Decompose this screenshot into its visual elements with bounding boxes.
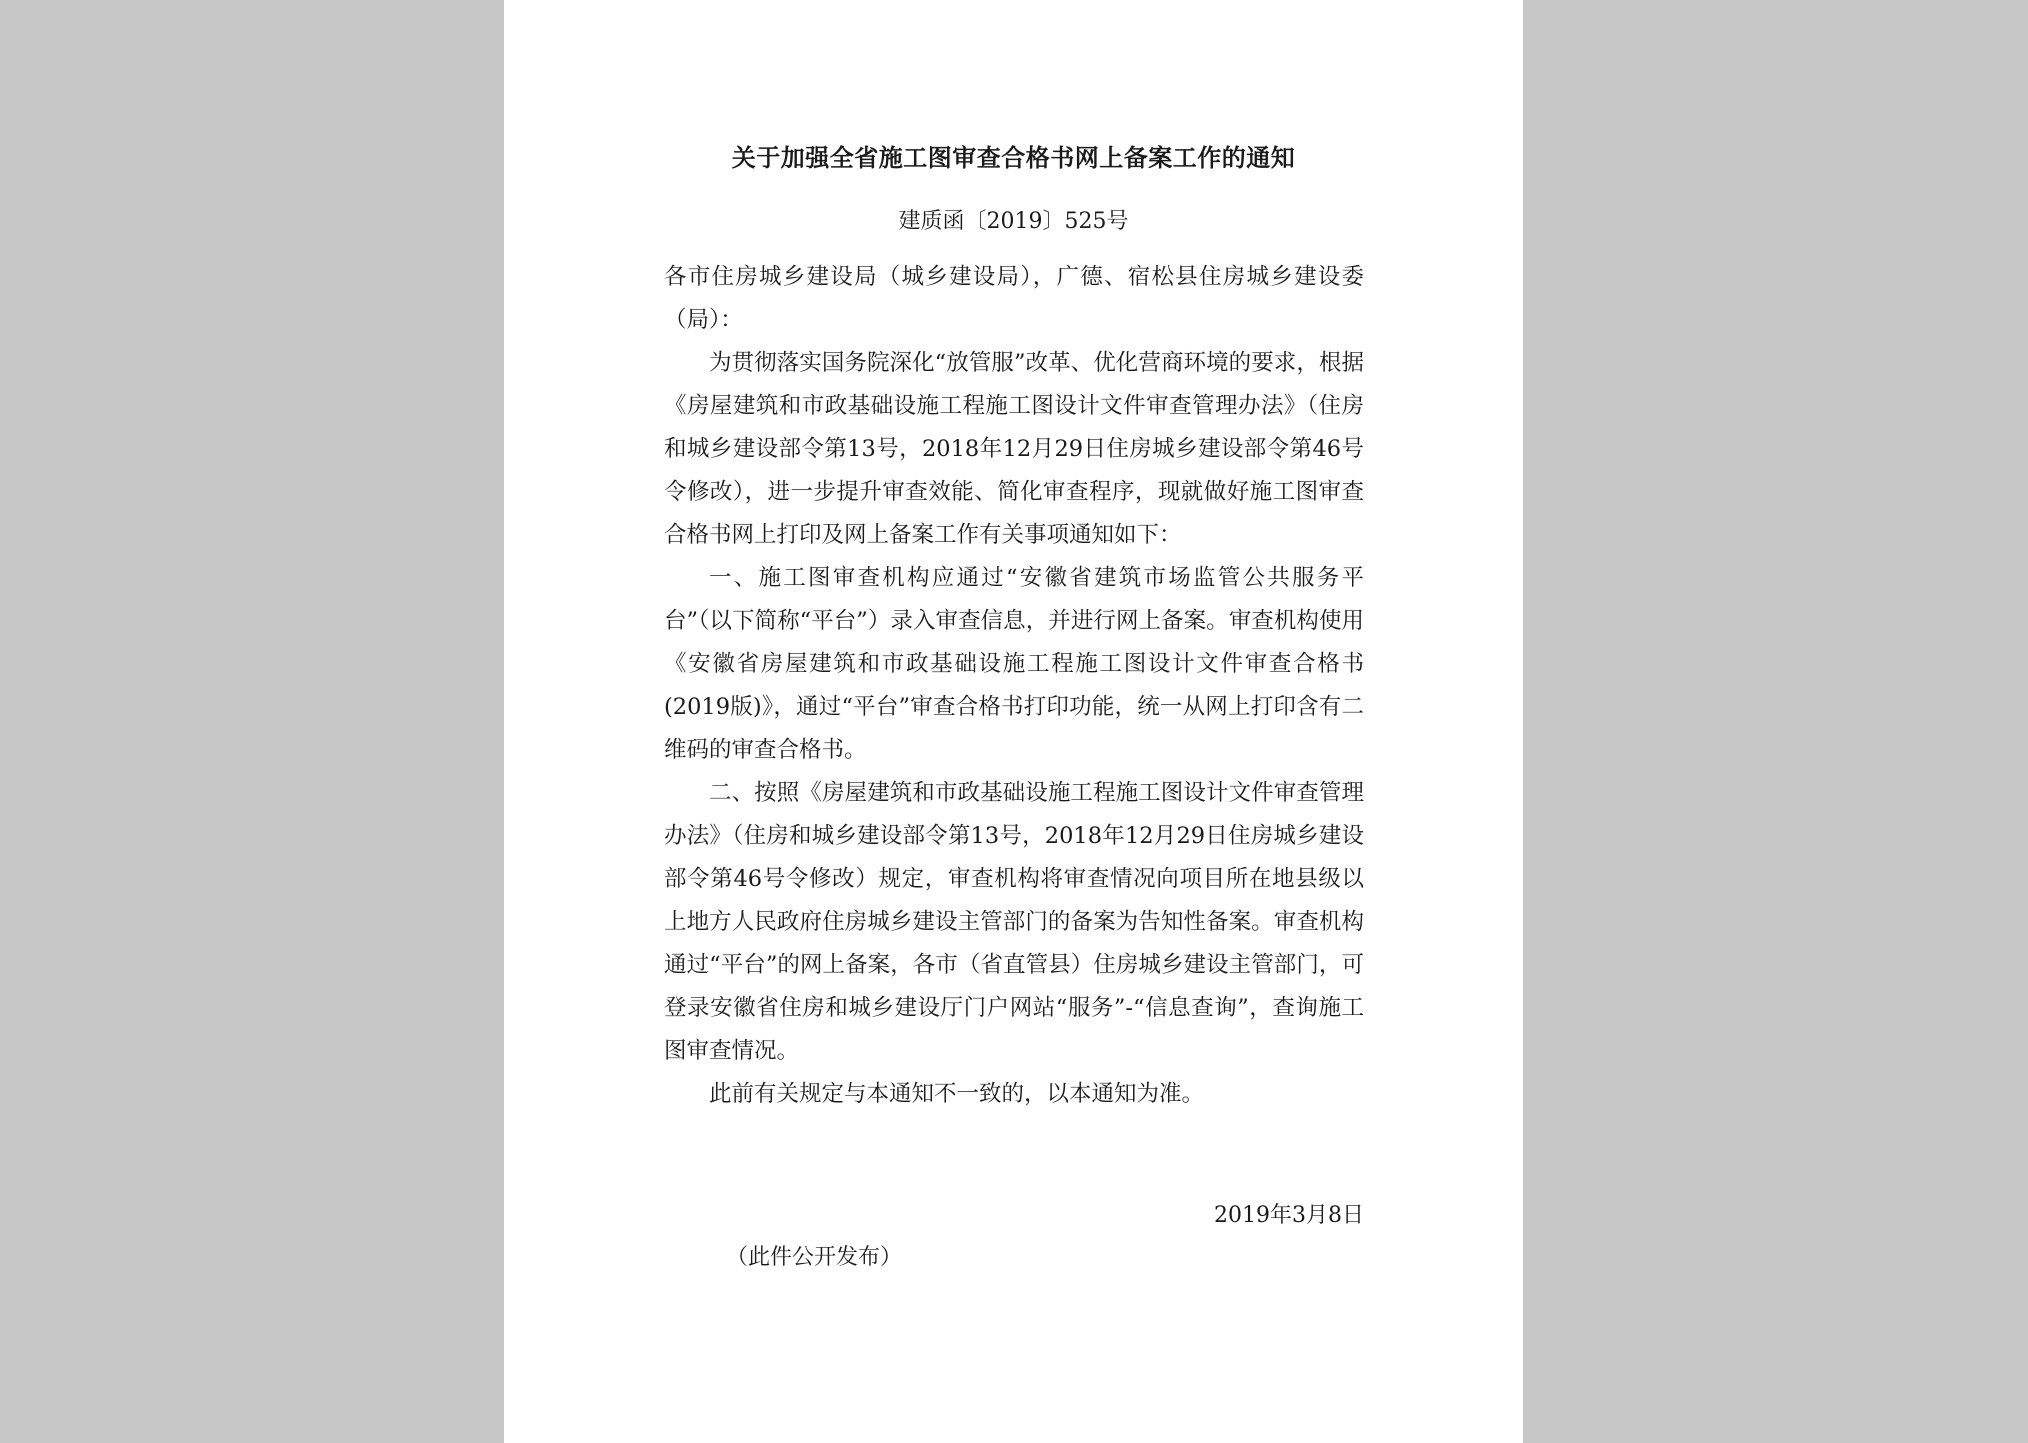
document-title: 关于加强全省施工图审查合格书网上备案工作的通知 [731,143,1296,172]
paragraph-closing: 此前有关规定与本通知不一致的，以本通知为准。 [709,1081,1205,1107]
document-page [504,0,1523,1443]
paragraph-item-two: 二、按照《房屋建筑和市政基础设施工程施工图设计文件审查管理办法》（住房和城乡建设部令第13号，2018年12月29日住房城乡建设部令第46号令修改）规定，审查机构将审查情况向项目所在地县级以上地方人民政府住房城乡建设主管部门的备案为告知性备案。审查机构通过“平台”的网上备案，各市（省直管县）住房城乡建设主管部门，可登录安徽省住房和城乡建设厅门户网站“服务”-“信息查询”，查询施工图审查情况。 [664,780,1364,1064]
publication-note: （此件公开发布） [726,1245,903,1270]
document-body [664,256,1364,1116]
issue-date: 2019年3月8日 [1214,1203,1364,1228]
salutation: 各市住房城乡建设局（城乡建设局），广德、宿松县住房城乡建设委（局）： [664,264,1364,333]
paragraph-intro: 为贯彻落实国务院深化“放管服”改革、优化营商环境的要求，根据《房屋建筑和市政基础设施工程施工图设计文件审查管理办法》（住房和城乡建设部令第13号，2018年12月29日住房城乡建设部令第46号令修改），进一步提升审查效能、简化审查程序，现就做好施工图审查合格书网上打印及网上备案工作有关事项通知如下： [664,350,1364,548]
paragraph-item-one: 一、施工图审查机构应通过“安徽省建筑市场监管公共服务平台”（以下简称“平台”）录入审查信息，并进行网上备案。审查机构使用《安徽省房屋建筑和市政基础设施工程施工图设计文件审查合格书(2019版)》，通过“平台”审查合格书打印功能，统一从网上打印含有二维码的审查合格书。 [664,565,1364,763]
document-number: 建质函〔2019〕525号 [898,209,1129,234]
